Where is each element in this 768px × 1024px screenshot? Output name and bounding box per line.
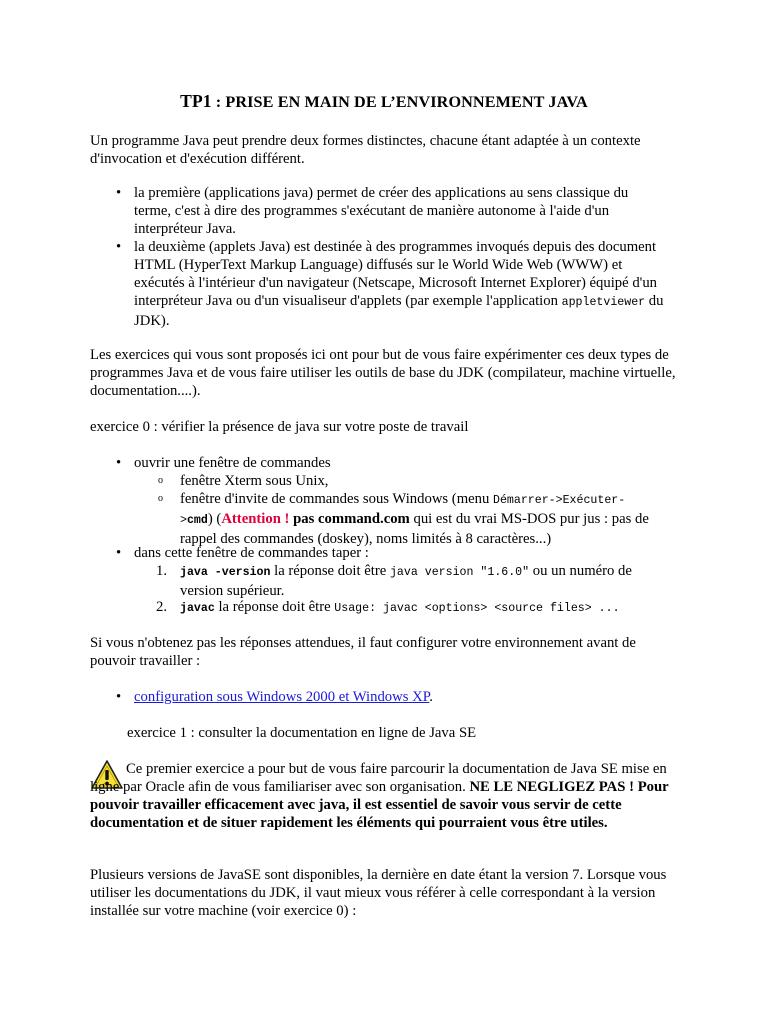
sub-item-xterm: fenêtre Xterm sous Unix,	[180, 473, 329, 489]
list-item-applets	[134, 238, 668, 330]
javac-text: la réponse doit être	[214, 599, 335, 615]
step-number: 2.	[156, 599, 168, 615]
windows-text: fenêtre d'invite de commandes sous Windows (menu	[180, 491, 494, 507]
applets-text: la deuxième (applets Java) est destinée à des programmes invoqués depuis des document HTML (HyperText Markup Language) diffusés sur le World Wide Web (WWW) et exécutés à l'intérieur d'un navigateur (Netscape, Microsoft Internet Explorer) équipé d'un interpréteur Java ou d'un visualiseur d'applets (par exemple l'application	[134, 239, 658, 309]
sub-bullet: o	[158, 493, 163, 504]
code-java-version: java -version	[180, 566, 271, 579]
code-cmd: cmd	[186, 514, 208, 527]
exercise0-heading: exercice 0 : vérifier la présence de java sur votre poste de travail	[90, 419, 469, 435]
step-type-commands: dans cette fenêtre de commandes taper :	[134, 545, 369, 561]
code-menu-path: Démarrer->Exécuter-	[493, 494, 626, 507]
java-version-text-end: ou un numéro de version supérieur.	[180, 563, 632, 599]
exercise1-paragraph	[90, 760, 680, 832]
command-java-version	[180, 562, 672, 600]
step-open-terminal: ouvrir une fenêtre de commandes	[134, 455, 331, 471]
exercise1-heading: exercice 1 : consulter la documentation en ligne de Java SE	[127, 725, 477, 741]
bullet-dot: •	[116, 185, 122, 201]
page-title	[0, 92, 768, 111]
attention-label: Attention !	[221, 511, 290, 527]
config-list-item	[134, 688, 668, 706]
not-command-com: pas command.com	[289, 511, 410, 527]
intro-paragraph: Un programme Java peut prendre deux formes distinctes, chacune étant adaptée à un contexte d'invocation et d'exécution différent.	[90, 133, 641, 167]
config-intro-paragraph: Si vous n'obtenez pas les réponses attendues, il faut configurer votre environnement avant de pouvoir travailler :	[90, 635, 636, 669]
exercises-intro-paragraph: Les exercices qui vous sont proposés ici ont pour but de vous faire expérimenter ces deux types de programmes Java et de vous faire utiliser les outils de base du JDK (compilateur, machine virtuelle, documentation....).	[90, 347, 676, 399]
code-arrow: >	[180, 514, 187, 527]
title-text: : PRISE EN MAIN DE L’ENVIRONNEMENT JAVA	[211, 93, 588, 111]
bullet-dot: •	[116, 455, 122, 471]
code-java-version-output: java version "1.6.0"	[389, 566, 530, 579]
bullet-dot: •	[116, 239, 122, 255]
applets-text-end: du JDK).	[134, 293, 664, 329]
sub-item-windows	[180, 490, 672, 548]
step-number: 1.	[156, 563, 168, 579]
code-javac-output: Usage: javac <options> <source files> ...	[334, 602, 620, 615]
sub-bullet: o	[158, 475, 163, 486]
config-link-dot: .	[429, 689, 433, 705]
exercise1-text: Ce premier exercice a pour but de vous faire parcourir la documentation de Java SE mise en ligne par Oracle afin de vous familiariser avec son organisation.	[90, 761, 667, 795]
command-javac	[180, 598, 672, 618]
bullet-dot: •	[116, 689, 122, 705]
list-item-applications: la première (applications java) permet de créer des applications au sens classique du terme, c'est à dire des programmes s'exécutant de manière autonome à l'aide d'un interpréteur Java.	[134, 185, 629, 237]
code-appletviewer: appletviewer	[561, 296, 646, 309]
versions-paragraph: Plusieurs versions de JavaSE sont disponibles, la dernière en date étant la version 7. Lorsque vous utiliser les documentations du JDK, il vaut mieux vous référer à celle correspondant à la version installée sur votre machine (voir exercice 0) :	[90, 867, 667, 919]
code-javac: javac	[180, 602, 215, 615]
java-version-text: la réponse doit être	[270, 563, 390, 579]
config-link[interactable]: configuration sous Windows 2000 et Windows XP	[134, 689, 430, 705]
windows-text-paren: ) (	[207, 511, 222, 527]
bullet-dot: •	[116, 545, 122, 561]
title-tp: TP1	[180, 91, 212, 111]
exercise1-warning-text: NE LE NEGLIGEZ PAS ! Pour pouvoir travailler efficacement avec java, il est essentiel de savoir vous servir de cette documentation et de situer rapidement les éléments qui pourraient vous être utiles.	[90, 779, 669, 831]
windows-text-end: qui est du vrai MS-DOS pur jus : pas de rappel des commandes (doskey), noms limités à 8 caractères...)	[180, 511, 649, 547]
